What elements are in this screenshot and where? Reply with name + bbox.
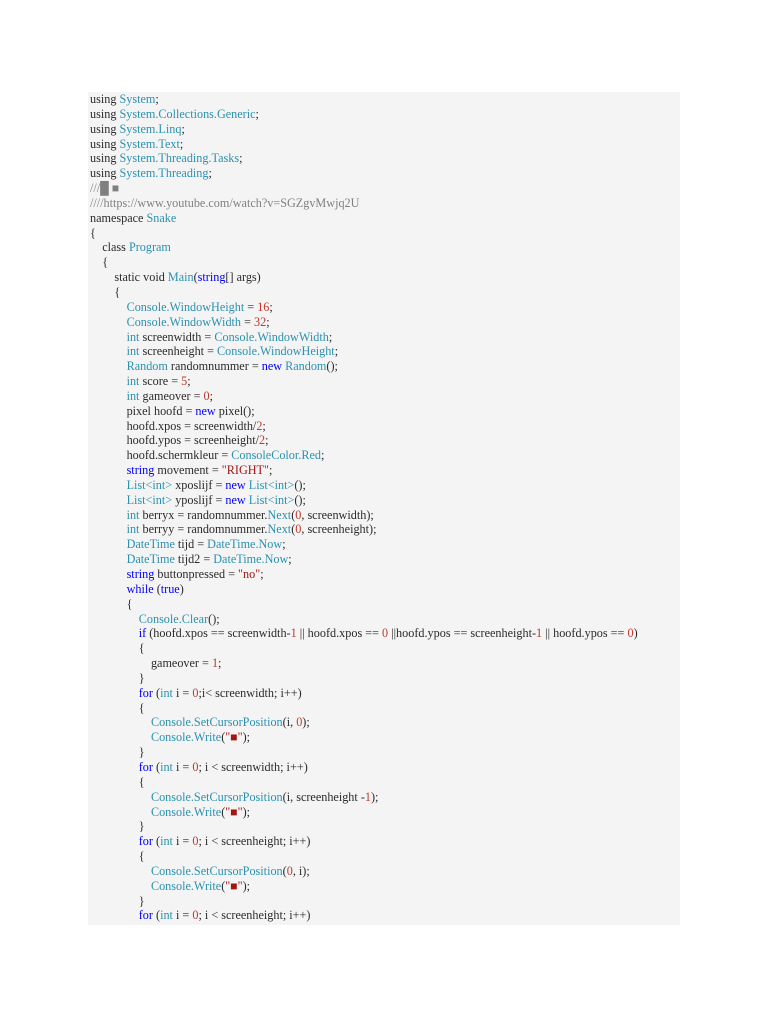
code-line xyxy=(90,448,638,463)
code-token: Next xyxy=(267,522,292,537)
code-token: ; xyxy=(255,106,259,121)
code-token: System.Linq xyxy=(119,121,182,136)
code-token: ; xyxy=(268,463,273,478)
code-token: ) xyxy=(179,581,184,596)
code-token: ; xyxy=(288,552,292,567)
code-line xyxy=(90,344,638,359)
code-token: || hoofd.xpos == xyxy=(296,626,383,641)
code-token xyxy=(90,626,139,640)
code-token: berryy = randomnummer. xyxy=(139,522,268,537)
code-token: ( xyxy=(152,685,161,700)
code-token xyxy=(90,805,151,819)
code-token: "■" xyxy=(225,730,243,745)
code-token xyxy=(90,612,139,626)
code-token xyxy=(90,864,151,878)
code-token: i = xyxy=(172,834,193,849)
code-token: ; xyxy=(181,121,185,136)
code-line xyxy=(90,805,638,820)
code-token: Console.Write xyxy=(150,804,222,819)
code-token xyxy=(90,344,127,358)
code-token: hoofd.ypos = screenheight/ xyxy=(90,433,260,448)
code-token: { xyxy=(90,774,145,789)
code-token: new xyxy=(261,359,283,374)
code-token: "■" xyxy=(225,804,243,819)
code-token: using xyxy=(90,121,120,136)
code-token: System.Threading.Tasks xyxy=(119,151,240,166)
code-token: Console.SetCursorPosition xyxy=(150,789,283,804)
code-line xyxy=(90,433,638,448)
code-line xyxy=(90,715,638,730)
code-token: ////https://www.youtube.com/watch?v=SGZgvMwjq2U xyxy=(90,195,360,210)
code-token: int xyxy=(126,507,140,522)
code-token: int xyxy=(160,759,173,774)
code-token: { xyxy=(90,700,145,715)
code-token: List<int> xyxy=(248,492,295,507)
code-token: 0 xyxy=(296,715,303,730)
code-token xyxy=(90,389,127,403)
code-token xyxy=(90,730,151,744)
code-line xyxy=(90,404,638,419)
code-token xyxy=(90,463,127,477)
code-token: berryx = randomnummer. xyxy=(139,507,268,522)
code-token: } xyxy=(90,670,145,685)
code-token: ; xyxy=(320,448,325,463)
code-line xyxy=(90,775,638,790)
code-token: { xyxy=(90,641,145,656)
code-line xyxy=(90,508,638,523)
code-token: ; xyxy=(328,329,333,344)
code-token: System xyxy=(119,92,156,106)
code-token xyxy=(90,552,127,566)
code-token: ( xyxy=(152,908,161,923)
code-token: , i); xyxy=(292,863,310,878)
code-line xyxy=(90,908,638,923)
code-token xyxy=(90,508,127,522)
code-token: Console.SetCursorPosition xyxy=(150,715,283,730)
code-line xyxy=(90,760,638,775)
code-token xyxy=(90,582,127,596)
code-token xyxy=(90,537,127,551)
code-token: int xyxy=(126,344,140,359)
code-token: true xyxy=(160,581,180,596)
code-token: hoofd.schermkleur = xyxy=(90,448,232,463)
code-line xyxy=(90,166,638,181)
code-line xyxy=(90,389,638,404)
code-token: score = xyxy=(139,374,182,389)
code-token: buttonpressed = xyxy=(154,567,239,581)
code-token: 1 xyxy=(290,626,297,641)
code-token: ; xyxy=(239,151,243,166)
code-token: ( xyxy=(291,507,296,522)
code-token: ( xyxy=(291,522,296,537)
code-token xyxy=(90,715,151,729)
code-token: string xyxy=(126,567,155,581)
code-token: ; xyxy=(187,374,191,389)
code-token: (); xyxy=(326,359,338,374)
code-token: xposlijf = xyxy=(172,477,226,492)
code-token: static void xyxy=(90,270,168,285)
code-token: "no" xyxy=(238,567,261,581)
code-token: ;i< screenwidth; i++) xyxy=(198,685,302,700)
code-token: i = xyxy=(172,759,193,774)
code-token: screenwidth = xyxy=(139,329,215,344)
code-token: ///█ ■ xyxy=(90,181,120,196)
code-token: ; xyxy=(155,92,159,106)
code-token: new xyxy=(225,477,246,492)
code-token: ; xyxy=(265,433,269,448)
code-token: Program xyxy=(128,240,171,255)
code-token: [] args) xyxy=(225,270,261,285)
code-line xyxy=(90,330,638,345)
code-line xyxy=(90,240,638,255)
code-token: ); xyxy=(370,789,379,804)
code-token xyxy=(90,790,151,804)
code-token: for xyxy=(138,759,153,774)
code-line xyxy=(90,879,638,894)
code-line xyxy=(90,671,638,686)
code-token: ); xyxy=(242,878,251,893)
code-token: ; xyxy=(269,299,273,314)
code-token: int xyxy=(160,834,173,849)
code-token: int xyxy=(160,685,173,700)
code-line xyxy=(90,478,638,493)
code-token: = xyxy=(241,314,254,329)
code-token: (i, xyxy=(282,715,297,730)
code-block xyxy=(88,92,680,925)
code-token: { xyxy=(90,255,109,270)
code-line xyxy=(90,626,638,641)
code-token: for xyxy=(138,834,153,849)
code-token: ; xyxy=(266,314,270,329)
code-token: using xyxy=(90,151,120,166)
code-token: 5 xyxy=(181,374,188,389)
code-token: ( xyxy=(152,759,161,774)
code-token: 0 xyxy=(286,863,293,878)
code-token: System.Text xyxy=(119,136,180,151)
code-token: new xyxy=(195,403,216,418)
code-token: ( xyxy=(193,270,198,285)
code-token: Next xyxy=(267,507,292,522)
code-line xyxy=(90,834,638,849)
code-line xyxy=(90,226,638,241)
code-token: Console.Write xyxy=(150,730,222,745)
code-token: Console.WindowHeight xyxy=(217,344,335,359)
code-line xyxy=(90,567,638,582)
code-token xyxy=(90,478,127,492)
code-token: 0 xyxy=(192,685,199,700)
code-token: screenheight = xyxy=(139,344,218,359)
code-line xyxy=(90,597,638,612)
code-line xyxy=(90,255,638,270)
code-token: string xyxy=(126,463,155,478)
code-token xyxy=(90,522,127,536)
code-token: (); xyxy=(208,611,220,626)
code-token: ; xyxy=(282,537,286,552)
code-token: Random xyxy=(285,359,327,374)
code-token xyxy=(90,760,139,774)
code-token: ( xyxy=(221,878,226,893)
code-token xyxy=(90,567,127,581)
code-line xyxy=(90,300,638,315)
code-token xyxy=(90,879,151,893)
code-token: using xyxy=(90,166,120,181)
code-token: pixel(); xyxy=(215,403,255,418)
code-token: ; xyxy=(334,344,339,359)
code-token: 0 xyxy=(192,908,199,923)
code-token: System.Collections.Generic xyxy=(119,106,256,121)
code-token: int xyxy=(126,388,140,403)
code-token: 0 xyxy=(192,759,199,774)
code-token: { xyxy=(90,284,121,299)
code-token xyxy=(90,359,127,373)
code-token: ); xyxy=(242,730,251,745)
code-token: DateTime xyxy=(126,552,175,567)
code-token xyxy=(90,315,127,329)
code-token: for xyxy=(138,685,153,700)
code-token: 1 xyxy=(211,656,219,671)
code-token: new xyxy=(225,492,246,507)
code-line xyxy=(90,493,638,508)
code-token: 32 xyxy=(254,314,267,329)
code-token: ( xyxy=(221,804,226,819)
code-token: 16 xyxy=(257,299,270,314)
code-token: (); xyxy=(294,477,306,492)
code-token: DateTime.Now xyxy=(213,552,289,567)
code-token: ( xyxy=(282,863,287,878)
code-line xyxy=(90,522,638,537)
code-token: 0 xyxy=(295,522,302,537)
code-token: 2 xyxy=(256,418,263,433)
code-token: Console.Clear xyxy=(138,611,209,626)
code-token: DateTime xyxy=(126,537,175,552)
code-token: gameover = xyxy=(139,388,204,403)
code-token: { xyxy=(90,596,133,611)
code-line xyxy=(90,137,638,152)
code-line xyxy=(90,745,638,760)
code-line xyxy=(90,686,638,701)
code-token: 2 xyxy=(259,433,266,448)
code-line xyxy=(90,463,638,478)
code-token: Console.WindowWidth xyxy=(214,329,329,344)
code-line xyxy=(90,181,638,196)
code-token: 0 xyxy=(203,388,210,403)
code-line xyxy=(90,122,638,137)
code-line xyxy=(90,211,638,226)
code-line xyxy=(90,864,638,879)
code-token: int xyxy=(126,329,140,344)
code-line xyxy=(90,374,638,389)
code-token xyxy=(90,374,127,388)
code-token: } xyxy=(90,819,145,834)
code-token: i = xyxy=(172,685,193,700)
code-token: ; xyxy=(179,136,184,151)
code-token xyxy=(90,300,127,314)
code-token: 0 xyxy=(295,507,302,522)
code-token: int xyxy=(126,374,140,389)
code-token: string xyxy=(197,270,226,285)
code-token: ConsoleColor.Red xyxy=(231,448,321,463)
code-token: 0 xyxy=(627,626,634,641)
code-token: movement = xyxy=(154,463,222,478)
code-token: } xyxy=(90,745,145,760)
code-token: { xyxy=(90,225,96,240)
code-token: (i, screenheight - xyxy=(282,789,365,804)
code-token: using xyxy=(90,92,120,106)
code-line xyxy=(90,270,638,285)
code-token: randomnummer = xyxy=(167,359,262,374)
code-token: || hoofd.ypos == xyxy=(542,626,628,641)
code-token: tijd = xyxy=(174,537,208,552)
code-token: 0 xyxy=(382,626,389,641)
code-line xyxy=(90,107,638,122)
code-token: ( xyxy=(152,834,161,849)
code-token: List<int> xyxy=(126,492,173,507)
code-token: ; xyxy=(262,418,266,433)
code-line xyxy=(90,537,638,552)
code-token: ; i < screenheight; i++) xyxy=(198,908,311,923)
code-token: ( xyxy=(153,581,161,596)
code-token: i = xyxy=(172,908,193,923)
code-line xyxy=(90,359,638,374)
code-line xyxy=(90,819,638,834)
code-token: yposlijf = xyxy=(172,492,226,507)
code-token: Console.SetCursorPosition xyxy=(150,863,283,878)
code-token: ( xyxy=(221,730,226,745)
code-token: ; xyxy=(260,567,264,581)
code-token xyxy=(90,908,139,922)
code-token: List<int> xyxy=(248,477,295,492)
code-token xyxy=(90,493,127,507)
code-token: namespace xyxy=(90,210,147,225)
code-token xyxy=(90,834,139,848)
code-token: class xyxy=(90,240,129,255)
code-token: int xyxy=(160,908,173,923)
code-token: , screenheight); xyxy=(301,522,377,537)
code-token: ; xyxy=(208,166,212,181)
code-token: ; xyxy=(209,388,213,403)
code-token: Console.WindowWidth xyxy=(126,314,242,329)
code-token: gameover = xyxy=(90,656,212,671)
code-token: ) xyxy=(633,626,638,641)
code-token: List<int> xyxy=(126,477,173,492)
code-token: Main xyxy=(167,270,194,285)
code-token: Console.Write xyxy=(150,878,222,893)
code-token: Console.WindowHeight xyxy=(126,299,245,314)
code-line xyxy=(90,790,638,805)
code-token: DateTime.Now xyxy=(207,537,283,552)
code-line xyxy=(90,196,638,211)
code-token: { xyxy=(90,849,145,864)
code-token: using xyxy=(90,136,120,151)
code-token: 1 xyxy=(536,626,543,641)
code-token: ; i < screenwidth; i++) xyxy=(198,759,308,774)
code-token: , screenwidth); xyxy=(301,507,374,522)
code-line xyxy=(90,582,638,597)
code-line xyxy=(90,92,638,107)
code-line xyxy=(90,894,638,909)
code-token: Snake xyxy=(146,210,177,225)
code-line xyxy=(90,701,638,716)
code-lines xyxy=(90,92,638,923)
code-token xyxy=(90,330,127,344)
code-token: while xyxy=(126,581,154,596)
code-line xyxy=(90,552,638,567)
code-token xyxy=(90,686,139,700)
code-line xyxy=(90,151,638,166)
code-token: ||hoofd.ypos == screenheight- xyxy=(388,626,537,641)
code-token: hoofd.xpos = screenwidth/ xyxy=(90,418,257,433)
code-token: } xyxy=(90,893,145,908)
code-token: (); xyxy=(294,492,306,507)
code-token: int xyxy=(126,522,140,537)
code-line xyxy=(90,641,638,656)
code-token: ; i < screenheight; i++) xyxy=(198,834,311,849)
code-line xyxy=(90,612,638,627)
code-line xyxy=(90,730,638,745)
code-token: (hoofd.xpos == screenwidth- xyxy=(146,626,291,641)
code-token: "■" xyxy=(225,878,243,893)
code-token: ); xyxy=(302,715,310,730)
code-token: tijd2 = xyxy=(174,552,214,567)
code-token: ; xyxy=(218,656,222,671)
code-token: pixel hoofd = xyxy=(90,403,196,418)
code-token: = xyxy=(244,299,258,314)
code-token: if xyxy=(138,626,147,641)
code-token: ); xyxy=(242,804,251,819)
code-token: Random xyxy=(126,359,168,374)
code-token: 1 xyxy=(364,789,371,804)
code-token: using xyxy=(90,106,120,121)
code-line xyxy=(90,656,638,671)
code-line xyxy=(90,849,638,864)
code-line xyxy=(90,315,638,330)
code-token: 0 xyxy=(192,834,199,849)
code-token: "RIGHT" xyxy=(221,463,269,478)
code-line xyxy=(90,419,638,434)
code-token: for xyxy=(138,908,153,923)
code-token: System.Threading xyxy=(119,166,209,181)
code-line xyxy=(90,285,638,300)
